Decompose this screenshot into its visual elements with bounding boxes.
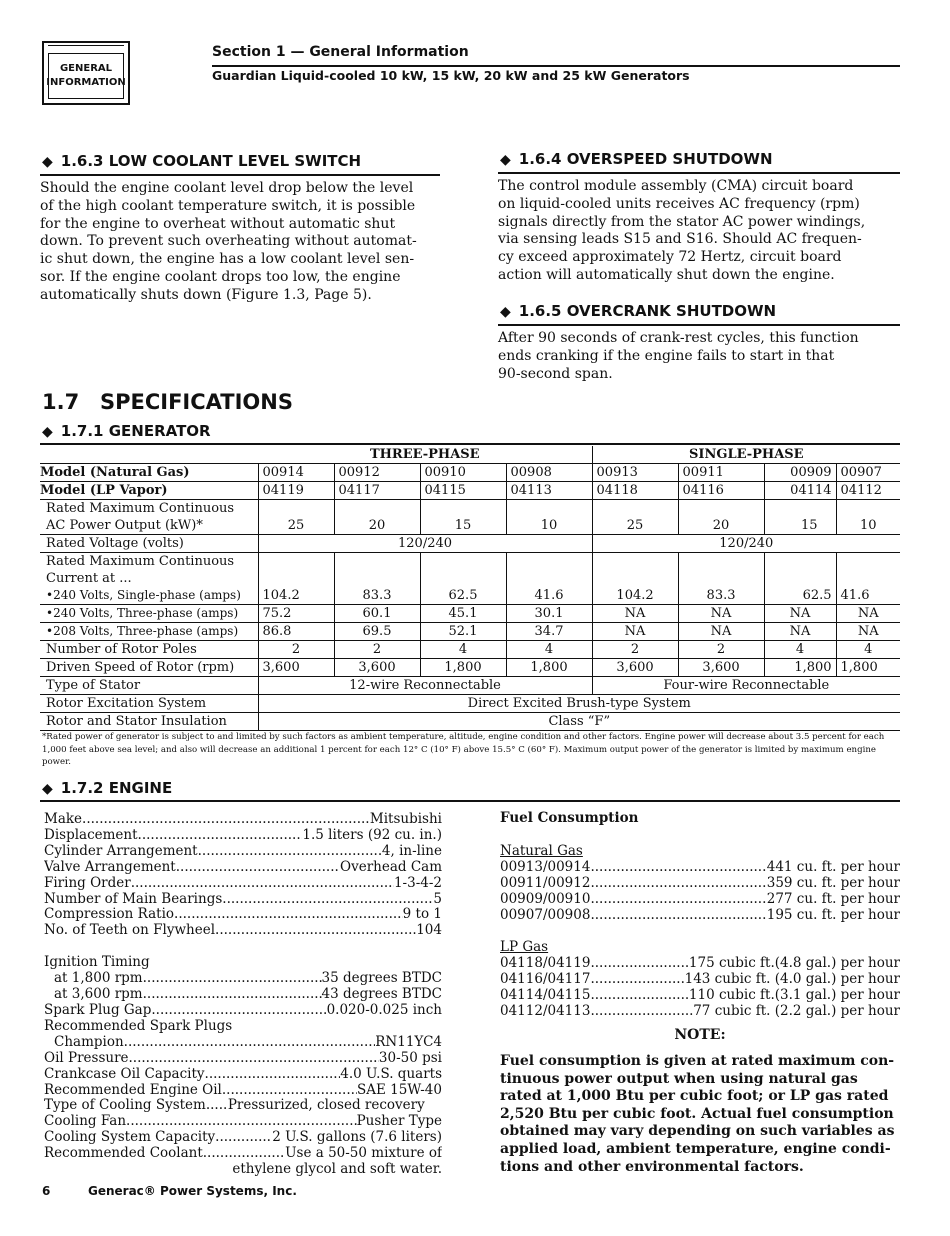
cell [592, 553, 678, 588]
spec-label: Cooling Fan [44, 1114, 127, 1130]
cell [506, 553, 592, 588]
cell: 00908 [506, 464, 592, 482]
cell: NA [592, 623, 678, 641]
fuel-model: 00909/00910 [500, 891, 591, 907]
text-line: applied load, ambient temperature, engine condi- [500, 1140, 891, 1157]
text-line: on liquid-cooled units receives AC frequency (rpm) [498, 195, 860, 212]
page-number: 6 [42, 1184, 51, 1198]
spec-row [44, 971, 442, 987]
spec-value: 30-50 psi [378, 1050, 442, 1066]
fuel-rate: 195 cu. ft. per hour [766, 907, 900, 923]
note-text [500, 1053, 900, 1176]
cell: 86.8 [258, 623, 334, 641]
spec-value: 35 degrees BTDC [321, 971, 442, 987]
cell [678, 553, 764, 588]
cell: 20 [678, 500, 764, 535]
heading-1-6-5 [500, 302, 776, 320]
company-name: Generac® Power Systems, Inc. [88, 1184, 297, 1198]
heading-text: 1.6.4 OVERSPEED SHUTDOWN [518, 150, 773, 168]
row-label: Type of Stator [40, 677, 258, 695]
cell: 1,800 [836, 659, 900, 677]
cell [836, 553, 900, 588]
voltage-row [40, 535, 900, 553]
cell: 12-wire Reconnectable [258, 677, 592, 695]
header-rule [212, 65, 900, 67]
text-line: 2,520 Btu per cubic foot. Actual fuel consumption [500, 1105, 894, 1122]
spec-value: 9 to 1 [402, 907, 442, 923]
cell: 2 [592, 641, 678, 659]
cell: 104.2 [592, 587, 678, 605]
spec-label: Type of Cooling System [44, 1098, 206, 1114]
spec-value: 1.5 liters (92 cu. in.) [302, 827, 442, 843]
cell: 10 [836, 500, 900, 535]
current-header-row [40, 553, 900, 588]
cell: NA [678, 623, 764, 641]
fuel-row [500, 955, 900, 971]
cell: Direct Excited Brush-type System [258, 695, 900, 713]
fuel-rate: 359 cu. ft. per hour [766, 875, 900, 891]
cell: 34.7 [506, 623, 592, 641]
fuel-row [500, 891, 900, 907]
fuel-title: Fuel Consumption [500, 810, 639, 826]
cell: 1,800 [506, 659, 592, 677]
row-label: Driven Speed of Rotor (rpm) [40, 659, 258, 677]
model-lp-row [40, 482, 900, 500]
fuel-row [500, 971, 900, 987]
heading-text: 1.6.3 LOW COOLANT LEVEL SWITCH [60, 152, 362, 170]
fuel-model: 00911/00912 [500, 875, 591, 891]
text-line: cy exceed approximately 72 Hertz, circuit board [498, 249, 842, 266]
cell: 3,600 [258, 659, 334, 677]
cell: 1,800 [764, 659, 836, 677]
cell: 25 [258, 500, 334, 535]
spec-label: Cooling System Capacity [44, 1130, 216, 1146]
cell: NA [764, 605, 836, 623]
row-label [40, 500, 258, 535]
spec-label: Valve Arrangement [44, 859, 176, 875]
diamond-icon: ◆ [42, 424, 53, 440]
text-line: signals directly from the stator AC power windings, [498, 213, 866, 230]
spec-value: Pressurized, closed recovery [227, 1098, 425, 1114]
fuel-consumption [500, 810, 900, 1176]
row-label: Number of Rotor Poles [40, 641, 258, 659]
text-line: The control module assembly (CMA) circuit board [498, 178, 854, 194]
spec-row [44, 812, 442, 828]
row-label: Rotor and Stator Insulation [40, 713, 258, 731]
fuel-row [500, 859, 900, 875]
text-line: tinuous power output when using natural gas [500, 1070, 858, 1087]
spec-label: Firing Order [44, 875, 131, 891]
text-line: obtained may vary depending on such variables as [500, 1123, 895, 1140]
row-label: Model (LP Vapor) [40, 482, 258, 500]
spec-row [44, 987, 442, 1003]
section-title-text: SPECIFICATIONS [100, 390, 293, 414]
text-line: down. To prevent such overheating without automat- [40, 233, 417, 250]
output-row [40, 500, 900, 535]
fuel-model: 04116/04117 [500, 971, 591, 987]
text-line: tions and other environmental factors. [500, 1158, 804, 1175]
text-line: sor. If the engine coolant drops too low, the engine [40, 268, 401, 285]
spec-row [44, 1067, 442, 1083]
spec-label: Crankcase Oil Capacity [44, 1066, 205, 1082]
cell: 52.1 [420, 623, 506, 641]
current-240-three-row [40, 605, 900, 623]
tab-line1: GENERAL [59, 63, 113, 74]
cell: 83.3 [334, 587, 420, 605]
spec-label: Number of Main Bearings [44, 891, 223, 907]
row-label [40, 553, 258, 588]
cell: 83.3 [678, 587, 764, 605]
spec-label: Displacement [44, 827, 138, 843]
spec-value: ethylene glycol and soft water. [232, 1161, 442, 1178]
cell: 00912 [334, 464, 420, 482]
cell: 04117 [334, 482, 420, 500]
heading-1-6-4 [500, 150, 773, 168]
heading-1-6-3 [42, 152, 361, 170]
spec-row [44, 860, 442, 876]
cell: 00910 [420, 464, 506, 482]
spec-value: 5 [433, 891, 442, 907]
spec-value: Pusher Type [356, 1114, 442, 1130]
note-title: NOTE: [674, 1027, 726, 1043]
tab-label [48, 53, 124, 99]
heading-text: 1.7.2 ENGINE [60, 779, 173, 797]
text-line: automatically shuts down (Figure 1.3, Page 5). [40, 286, 372, 303]
heading-rule [498, 172, 900, 174]
para-1-6-3 [40, 180, 440, 305]
cell: 25 [592, 500, 678, 535]
cell: 3,600 [334, 659, 420, 677]
text-line: Should the engine coolant level drop below the level [40, 180, 414, 196]
spec-label: Cylinder Arrangement [44, 843, 198, 859]
cell [334, 553, 420, 588]
current-240-single-row [40, 587, 900, 605]
cell: 04119 [258, 482, 334, 500]
spec-label: Compression Ratio [44, 907, 175, 923]
fuel-row [500, 987, 900, 1003]
spec-label: Oil Pressure [44, 1050, 129, 1066]
text-line: for the engine to overheat without automatic shut [40, 215, 396, 232]
cell: 4 [764, 641, 836, 659]
cell: NA [592, 605, 678, 623]
diamond-icon: ◆ [500, 152, 511, 168]
cell: 04113 [506, 482, 592, 500]
row-label: Rotor Excitation System [40, 695, 258, 713]
cell: 00907 [836, 464, 900, 482]
spec-row [44, 1114, 442, 1130]
section-number: 1.7 [42, 390, 80, 414]
spec-value: 0.020-0.025 inch [326, 1002, 442, 1018]
table-footnote: *Rated power of generator is subject to and limited by such factors as ambient temperature, altitude, engine condition and other factors. Engine power will decrease about 3.5 percent for each 1,000 feet above sea level; and also will decrease an additional 1 percent for each 12° C (10° F) above 15.5° C (60° F). Maximum output power of the generator is limited by maximum engine power. [42, 732, 885, 767]
cell: 4 [836, 641, 900, 659]
cell: 04115 [420, 482, 506, 500]
fuel-rate: 175 cubic ft.(4.8 gal.) per hour [688, 955, 900, 971]
cell: 4 [420, 641, 506, 659]
text-line: Fuel consumption is given at rated maximum con- [500, 1053, 895, 1069]
cell: NA [678, 605, 764, 623]
spec-label: Spark Plug Gap [44, 1002, 152, 1018]
label-line: AC Power Output (kW)* [46, 518, 203, 533]
cell: 4 [506, 641, 592, 659]
spec-value: 43 degrees BTDC [321, 987, 442, 1003]
row-label: Model (Natural Gas) [40, 464, 258, 482]
cell: 3,600 [678, 659, 764, 677]
spec-value: 4, in-line [381, 843, 442, 859]
cell: 41.6 [836, 587, 900, 605]
spec-row [44, 923, 442, 939]
spec-row [44, 892, 442, 908]
cell: 120/240 [258, 535, 592, 553]
spec-row [44, 844, 442, 860]
para-1-6-5 [498, 330, 900, 383]
spec-value: Use a 50-50 mixture of [285, 1146, 442, 1162]
fuel-rate: 77 cubic ft. (2.2 gal.) per hour [693, 1003, 900, 1019]
cell: 104.2 [258, 587, 334, 605]
spec-value: 1-3-4-2 [393, 875, 442, 891]
spec-label: Recommended Engine Oil [44, 1082, 222, 1098]
spec-label: Recommended Spark Plugs [44, 1017, 233, 1034]
stator-row [40, 677, 900, 695]
spec-value: 2 U.S. gallons (7.6 liters) [272, 1130, 442, 1146]
cell: 15 [420, 500, 506, 535]
single-phase-header: SINGLE-PHASE [592, 446, 900, 464]
row-label: •208 Volts, Three-phase (amps) [40, 623, 258, 641]
cell: 60.1 [334, 605, 420, 623]
cell: 62.5 [420, 587, 506, 605]
fuel-model: 00907/00908 [500, 907, 591, 923]
spec-row [44, 1146, 442, 1162]
section-tab [42, 41, 130, 105]
tab-line2: INFORMATION [46, 77, 126, 88]
cell: 120/240 [592, 535, 900, 553]
spec-row [44, 1130, 442, 1146]
spec-value: RN11YC4 [375, 1034, 442, 1050]
cell: NA [836, 605, 900, 623]
spec-value: SAE 15W-40 [357, 1082, 442, 1098]
fuel-row [500, 907, 900, 923]
natural-gas-title: Natural Gas [500, 843, 583, 859]
spec-row [44, 1003, 442, 1019]
diamond-icon: ◆ [42, 154, 53, 170]
spec-value: Mitsubishi [369, 812, 442, 827]
cell: 04118 [592, 482, 678, 500]
cell: 04116 [678, 482, 764, 500]
cell: 45.1 [420, 605, 506, 623]
spec-value: 104 [416, 923, 442, 939]
fuel-model: 04114/04115 [500, 987, 591, 1003]
speed-row [40, 659, 900, 677]
fuel-rate: 277 cu. ft. per hour [766, 891, 900, 907]
spec-value: 4.0 U.S. quarts [340, 1066, 442, 1082]
heading-rule [40, 174, 440, 176]
heading-1-7 [42, 390, 293, 414]
cell: 15 [764, 500, 836, 535]
tab-top-line [48, 45, 124, 50]
cell: 41.6 [506, 587, 592, 605]
row-label: •240 Volts, Single-phase (amps) [40, 587, 258, 605]
cell [420, 553, 506, 588]
cell: 2 [258, 641, 334, 659]
text-line: ic shut down, the engine has a low coolant level sen- [40, 251, 415, 268]
para-1-6-4 [498, 178, 900, 285]
cell: NA [836, 623, 900, 641]
spec-row [44, 907, 442, 923]
cell: 3,600 [592, 659, 678, 677]
fuel-model: 00913/00914 [500, 859, 591, 875]
cell: 00911 [678, 464, 764, 482]
fuel-model: 04118/04119 [500, 955, 591, 971]
cell: 04112 [836, 482, 900, 500]
cell: Class “F” [258, 713, 900, 731]
engine-specs [44, 812, 442, 1178]
spec-value: Overhead Cam [340, 859, 442, 875]
row-label: Rated Voltage (volts) [40, 535, 258, 553]
cell: 00909 [764, 464, 836, 482]
model-ng-row [40, 464, 900, 482]
fuel-rate: 441 cu. ft. per hour [766, 859, 900, 875]
spec-label: Ignition Timing [44, 954, 150, 971]
fuel-model: 04112/04113 [500, 1003, 591, 1019]
page-footer [42, 1184, 297, 1198]
cell: 62.5 [764, 587, 836, 605]
cell: 00914 [258, 464, 334, 482]
spec-row [44, 1083, 442, 1099]
row-label: •240 Volts, Three-phase (amps) [40, 605, 258, 623]
blank-cell [40, 446, 258, 464]
spec-label: Champion [54, 1034, 124, 1050]
poles-row [40, 641, 900, 659]
fuel-row [500, 875, 900, 891]
heading-text: 1.7.1 GENERATOR [60, 422, 211, 440]
spec-label: at 1,800 rpm [54, 971, 143, 987]
section-subtitle: Guardian Liquid-cooled 10 kW, 15 kW, 20 kW and 25 kW Generators [212, 68, 690, 83]
fuel-rate: 110 cubic ft.(3.1 gal.) per hour [688, 987, 900, 1003]
spec-row [44, 876, 442, 892]
heading-rule [40, 800, 900, 802]
spec-label: Recommended Coolant [44, 1146, 203, 1162]
phase-header-row [40, 446, 900, 464]
label-line: Rated Maximum Continuous [46, 554, 235, 569]
fuel-rate: 143 cubic ft. (4.0 gal.) per hour [684, 971, 900, 987]
cell: 00913 [592, 464, 678, 482]
cell: 2 [678, 641, 764, 659]
diamond-icon: ◆ [42, 781, 53, 797]
spec-label: Make [44, 812, 83, 827]
text-line: of the high coolant temperature switch, it is possible [40, 197, 416, 214]
insulation-row [40, 713, 900, 731]
cell: 04114 [764, 482, 836, 500]
spec-row [44, 1035, 442, 1051]
text-line: 90-second span. [498, 365, 613, 382]
spec-row [44, 1051, 442, 1067]
label-line: Rated Maximum Continuous [46, 501, 235, 516]
cell [764, 553, 836, 588]
cell: 10 [506, 500, 592, 535]
cell: 75.2 [258, 605, 334, 623]
text-line: rated at 1,000 Btu per cubic foot; or LP gas rated [500, 1088, 889, 1105]
heading-rule [40, 443, 900, 445]
text-line: After 90 seconds of crank-rest cycles, this function [498, 330, 859, 346]
heading-1-7-2 [42, 779, 172, 797]
cell: 2 [334, 641, 420, 659]
fuel-row [500, 1003, 900, 1019]
cell: NA [764, 623, 836, 641]
generator-spec-table [40, 446, 900, 731]
cell: 30.1 [506, 605, 592, 623]
cell: 69.5 [334, 623, 420, 641]
cell [258, 553, 334, 588]
label-line: Current at ... [46, 571, 132, 586]
heading-rule [498, 324, 900, 326]
heading-text: 1.6.5 OVERCRANK SHUTDOWN [518, 302, 777, 320]
cell: 20 [334, 500, 420, 535]
spec-row [44, 1098, 442, 1114]
current-208-three-row [40, 623, 900, 641]
text-line: ends cranking if the engine fails to start in that [498, 347, 835, 364]
heading-1-7-1 [42, 422, 211, 440]
lp-gas-title: LP Gas [500, 939, 549, 955]
cell: Four-wire Reconnectable [592, 677, 900, 695]
cell: 1,800 [420, 659, 506, 677]
spec-label: at 3,600 rpm [54, 987, 143, 1003]
text-line: action will automatically shut down the engine. [498, 266, 835, 283]
diamond-icon: ◆ [500, 304, 511, 320]
spec-row [44, 828, 442, 844]
text-line: via sensing leads S15 and S16. Should AC frequen- [498, 231, 862, 248]
spec-label: No. of Teeth on Flywheel [44, 923, 216, 939]
section-title: Section 1 — General Information [212, 44, 469, 60]
three-phase-header: THREE-PHASE [258, 446, 592, 464]
excitation-row [40, 695, 900, 713]
